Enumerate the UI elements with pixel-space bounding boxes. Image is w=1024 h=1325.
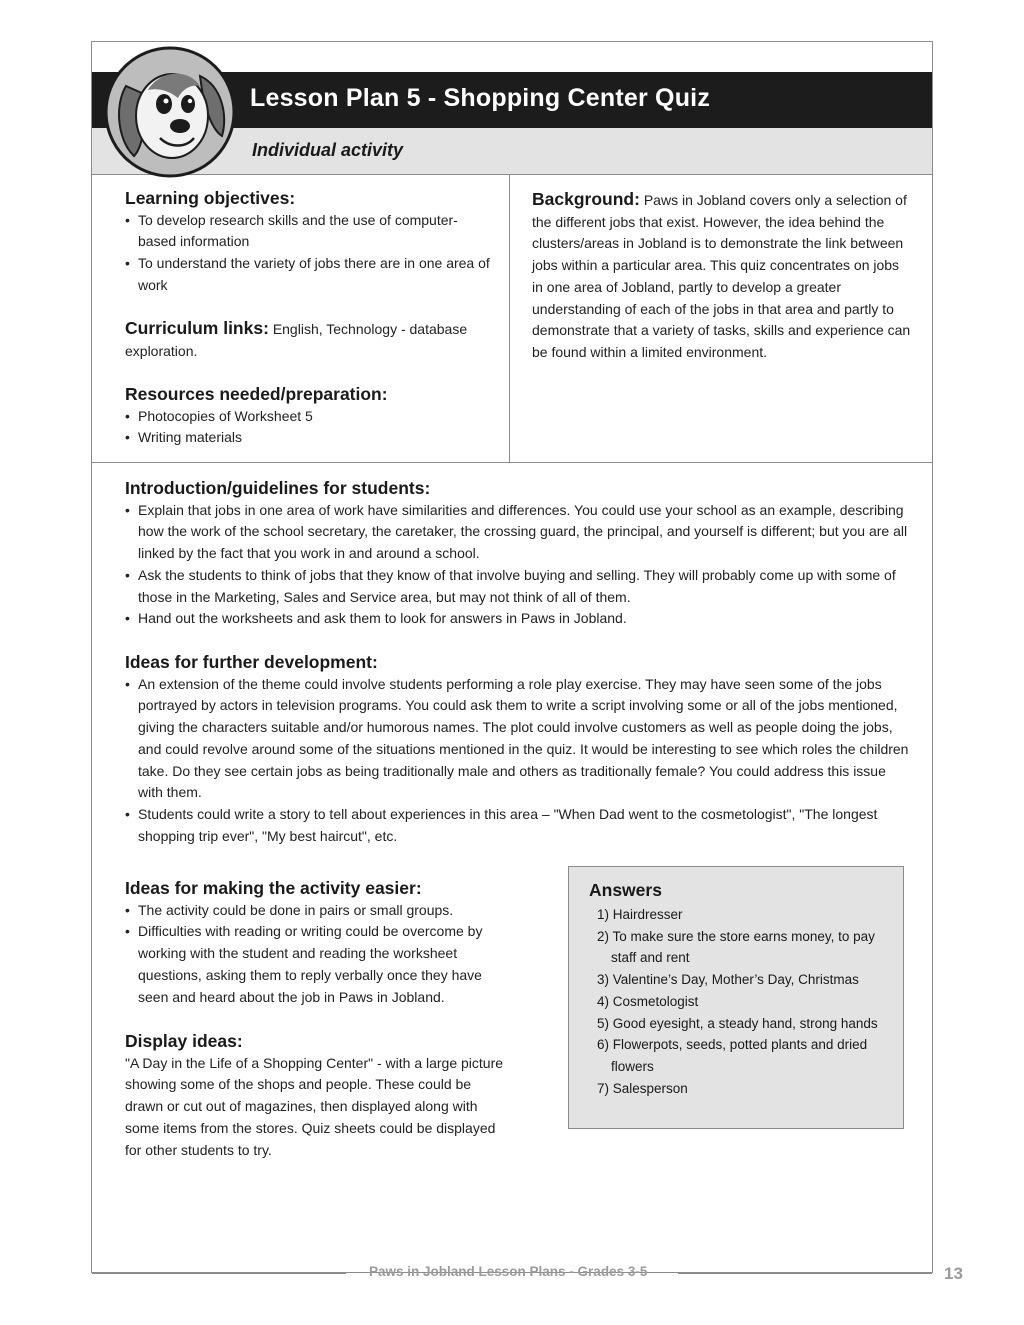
resources-heading: Resources needed/preparation: — [125, 384, 388, 404]
display-heading: Display ideas: — [125, 1031, 243, 1051]
curriculum-heading: Curriculum links: — [125, 318, 269, 338]
background-text: Paws in Jobland covers only a selection of the different jobs that exist. However, the idea behind the clusters/areas in Jobland is to demonstrate the link between jobs within a particular area. This quiz concentrates on jobs in one area of Jobland, partly to develop a greater understanding of each of the jobs in that area and partly to demonstrate that a variety of tasks, skills and experience can be found within a limited environment. — [532, 192, 911, 360]
page-subtitle: Individual activity — [252, 140, 404, 160]
list-item: • Ask the students to think of jobs that they know of that involve buying and selling. They will probably come up with some of those in the Marketing, Sales and Service area, but may not think of all of them. — [125, 565, 910, 608]
list-item: • Hand out the worksheets and ask them to look for answers in Paws in Jobland. — [125, 608, 910, 630]
list-item: • Explain that jobs in one area of work have similarities and differences. You could use your school as an example, describing how the work of the school secretary, the caretaker, the crossing guard, the principal, and yourself is different; but you are all linked by the fact that you work in and around a school. — [125, 500, 910, 565]
curriculum-text: English, Technology - database exploration. — [125, 321, 468, 359]
list-item: • Difficulties with reading or writing could be overcome by working with the student and reading the worksheet questions, asking them to reply verbally once they have seen and heard about the job in Paws in Jobland. — [125, 921, 505, 1008]
display-text: "A Day in the Life of a Shopping Center" - with a large picture showing some of the shops and people. These could be drawn or cut out of magazines, then displayed along with some items from the stores. Quiz sheets could be displayed for other students to try. — [125, 1054, 504, 1158]
page-number: 13 — [944, 1264, 963, 1283]
background-section — [532, 189, 912, 364]
page-title: Lesson Plan 5 - Shopping Center Quiz — [250, 84, 711, 112]
list-item: • To develop research skills and the use of computer-based information — [125, 210, 495, 253]
answer-item: 5) Good eyesight, a steady hand, strong hands — [597, 1015, 878, 1031]
easier-heading: Ideas for making the activity easier: — [125, 878, 422, 898]
introduction-section — [125, 478, 910, 630]
footer-rule-left — [92, 1273, 346, 1274]
list-item: • Writing materials — [125, 427, 495, 449]
column-divider — [509, 175, 510, 462]
easier-section — [125, 878, 505, 1008]
learning-objectives — [125, 188, 495, 297]
resources-section — [125, 384, 495, 449]
list-item: • Students could write a story to tell about experiences in this area – "When Dad went to the cosmetologist", "The longest shopping trip ever", "My best haircut", etc. — [125, 804, 910, 847]
background-heading: Background: — [532, 189, 640, 209]
display-ideas-section — [125, 1031, 510, 1161]
answers-box — [568, 866, 904, 1129]
answer-item: 7) Salesperson — [597, 1080, 688, 1096]
further-development-section — [125, 652, 910, 847]
answers-heading: Answers — [589, 880, 662, 900]
answer-item: 6) Flowerpots, seeds, potted plants and dried flowers — [597, 1037, 868, 1074]
section-divider — [92, 462, 932, 463]
list-item: • To understand the variety of jobs there are in one area of work — [125, 253, 495, 296]
introduction-heading: Introduction/guidelines for students: — [125, 478, 431, 498]
answer-item: 3) Valentine’s Day, Mother’s Day, Christmas — [597, 972, 859, 988]
list-item: • An extension of the theme could involve students performing a role play exercise. They may have seen some of the jobs portrayed by actors in television programs. You could ask them to write a script involving some or all of the jobs mentioned, giving the characters suitable and/or humorous names. The plot could involve customers as well as people doing the jobs, and could revolve around some of the situations mentioned in the quiz. It would be interesting to see which roles the children take. Do they see certain jobs as being traditionally male and others as traditionally female? You could address this issue with them. — [125, 674, 910, 804]
list-item: • The activity could be done in pairs or small groups. — [125, 900, 505, 922]
further-heading: Ideas for further development: — [125, 652, 378, 672]
dog-mascot-icon — [104, 46, 236, 178]
footer-rule-right — [678, 1273, 932, 1274]
objectives-heading: Learning objectives: — [125, 188, 296, 208]
footer-text: Paws in Jobland Lesson Plans - Grades 3-5 — [369, 1264, 648, 1279]
list-item: • Photocopies of Worksheet 5 — [125, 406, 495, 428]
answer-item: 2) To make sure the store earns money, to pay staff and rent — [597, 928, 875, 966]
answer-item: 4) Cosmetologist — [597, 993, 699, 1009]
answer-item: 1) Hairdresser — [597, 907, 683, 922]
curriculum-links — [125, 318, 495, 362]
